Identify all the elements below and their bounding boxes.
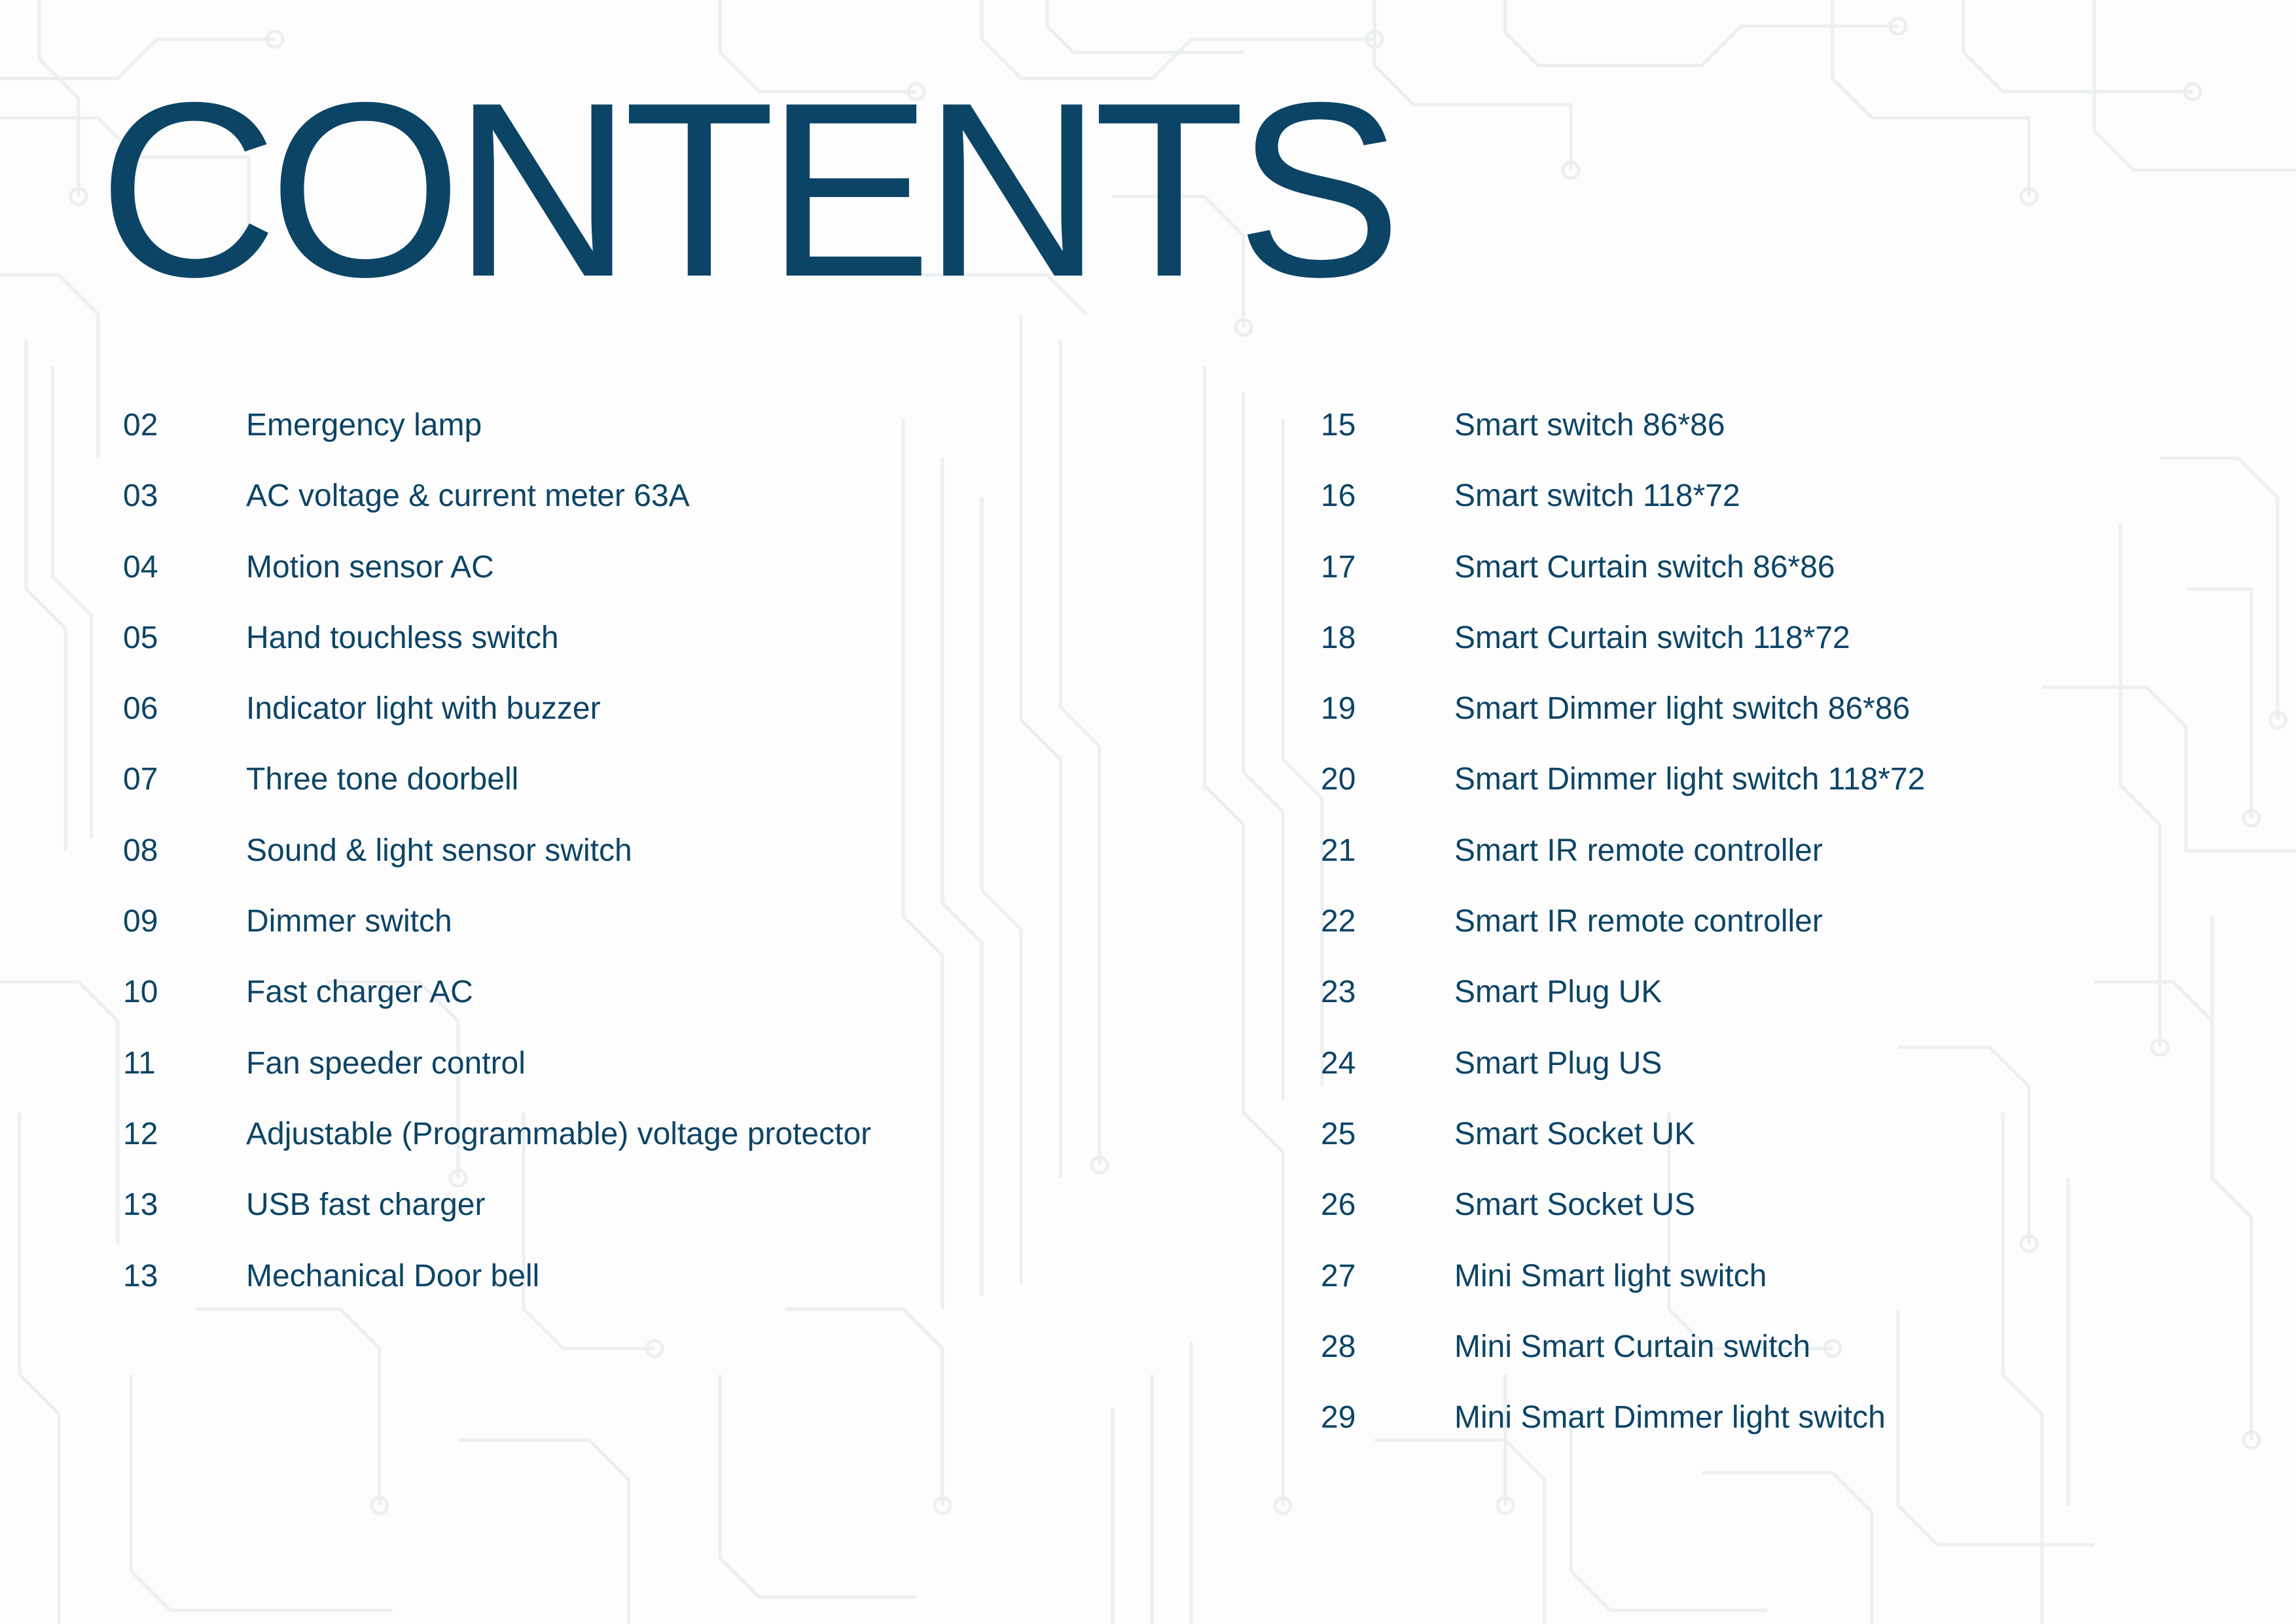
page-number: 24 (1321, 1045, 1356, 1081)
contents-entry (123, 689, 1236, 760)
page-number: 13 (123, 1187, 158, 1223)
entry-title: Fast charger AC (246, 975, 473, 1010)
entry-title: Indicator light with buzzer (246, 691, 601, 727)
contents-entry (1321, 1257, 2172, 1327)
entry-title: Smart Plug UK (1454, 975, 1662, 1010)
entry-title: Smart Dimmer light switch 118*72 (1454, 762, 1926, 797)
entry-title: Smart Dimmer light switch 86*86 (1454, 691, 1910, 727)
entry-title: Smart Curtain switch 118*72 (1454, 620, 1850, 655)
page-number: 21 (1321, 833, 1356, 868)
page-number: 28 (1321, 1329, 1356, 1364)
entry-title: Sound & light sensor switch (246, 833, 632, 868)
page-number: 20 (1321, 762, 1356, 797)
contents-entry (123, 548, 1236, 619)
entry-title: Smart IR remote controller (1454, 904, 1823, 939)
page-number: 05 (123, 620, 158, 655)
entry-title: Fan speeder control (246, 1045, 526, 1081)
entry-title: Adjustable (Programmable) voltage protector (246, 1116, 872, 1151)
contents-entry (1321, 973, 2172, 1043)
contents-entry (1321, 831, 2172, 902)
page-number: 25 (1321, 1116, 1356, 1151)
entry-title: Smart Socket UK (1454, 1116, 1696, 1151)
contents-entry (123, 619, 1236, 689)
contents-entry (1321, 1115, 2172, 1185)
page-number: 22 (1321, 904, 1356, 939)
page-number: 17 (1321, 549, 1356, 585)
contents-entry (123, 831, 1236, 902)
contents-entry (1321, 1327, 2172, 1398)
contents-entry (123, 477, 1236, 547)
entry-title: Three tone doorbell (246, 762, 519, 797)
contents-entry (123, 1115, 1236, 1185)
contents-entry (1321, 548, 2172, 619)
page-number: 13 (123, 1258, 158, 1293)
contents-entry (123, 1257, 1236, 1327)
page-number: 11 (123, 1045, 156, 1081)
page-number: 02 (123, 408, 158, 442)
entry-title: AC voltage & current meter 63A (246, 478, 690, 514)
page-number: 19 (1321, 691, 1356, 727)
contents-list-left (123, 406, 1236, 1327)
contents-entry (123, 973, 1236, 1043)
entry-title: Mini Smart light switch (1454, 1258, 1767, 1293)
entry-title: Smart Socket US (1454, 1187, 1696, 1223)
page-number: 07 (123, 762, 158, 797)
entry-title: Smart IR remote controller (1454, 833, 1823, 868)
page-number: 29 (1321, 1400, 1356, 1435)
page-number: 26 (1321, 1187, 1356, 1223)
page-number: 16 (1321, 478, 1356, 514)
page-number: 04 (123, 549, 158, 585)
entry-title: Smart Curtain switch 86*86 (1454, 549, 1835, 585)
entry-title: Emergency lamp (246, 408, 482, 442)
contents-entry (123, 902, 1236, 973)
contents-entry (1321, 760, 2172, 831)
page-number: 15 (1321, 408, 1356, 442)
entry-title: Mini Smart Curtain switch (1454, 1329, 1811, 1364)
contents-entry (123, 406, 1236, 477)
page-number: 27 (1321, 1258, 1356, 1293)
contents-entry (1321, 689, 2172, 760)
page-number: 06 (123, 691, 158, 727)
entry-title: Mini Smart Dimmer light switch (1454, 1400, 1886, 1435)
contents-entry (1321, 619, 2172, 689)
contents-list-right (1321, 406, 2172, 1469)
contents-entry (123, 760, 1236, 831)
contents-entry (1321, 477, 2172, 547)
entry-title: Smart switch 86*86 (1454, 408, 1725, 442)
page-number: 12 (123, 1116, 158, 1151)
contents-entry (1321, 902, 2172, 973)
page-number: 10 (123, 975, 158, 1010)
contents-entry (123, 1185, 1236, 1256)
contents-entry (1321, 1185, 2172, 1256)
entry-title: Dimmer switch (246, 904, 452, 939)
entry-title: Smart switch 118*72 (1454, 478, 1740, 514)
page-number: 03 (123, 478, 158, 514)
contents-entry (1321, 1044, 2172, 1115)
page-title: CONTENTS (98, 50, 1393, 329)
entry-title: Smart Plug US (1454, 1045, 1662, 1081)
entry-title: Mechanical Door bell (246, 1258, 540, 1293)
page-number: 18 (1321, 620, 1356, 655)
contents-entry (1321, 1398, 2172, 1469)
entry-title: USB fast charger (246, 1187, 486, 1223)
contents-entry (1321, 406, 2172, 477)
page-number: 09 (123, 904, 158, 939)
entry-title: Motion sensor AC (246, 549, 494, 585)
entry-title: Hand touchless switch (246, 620, 559, 655)
page-number: 08 (123, 833, 158, 868)
page-number: 23 (1321, 975, 1356, 1010)
contents-entry (123, 1044, 1236, 1115)
